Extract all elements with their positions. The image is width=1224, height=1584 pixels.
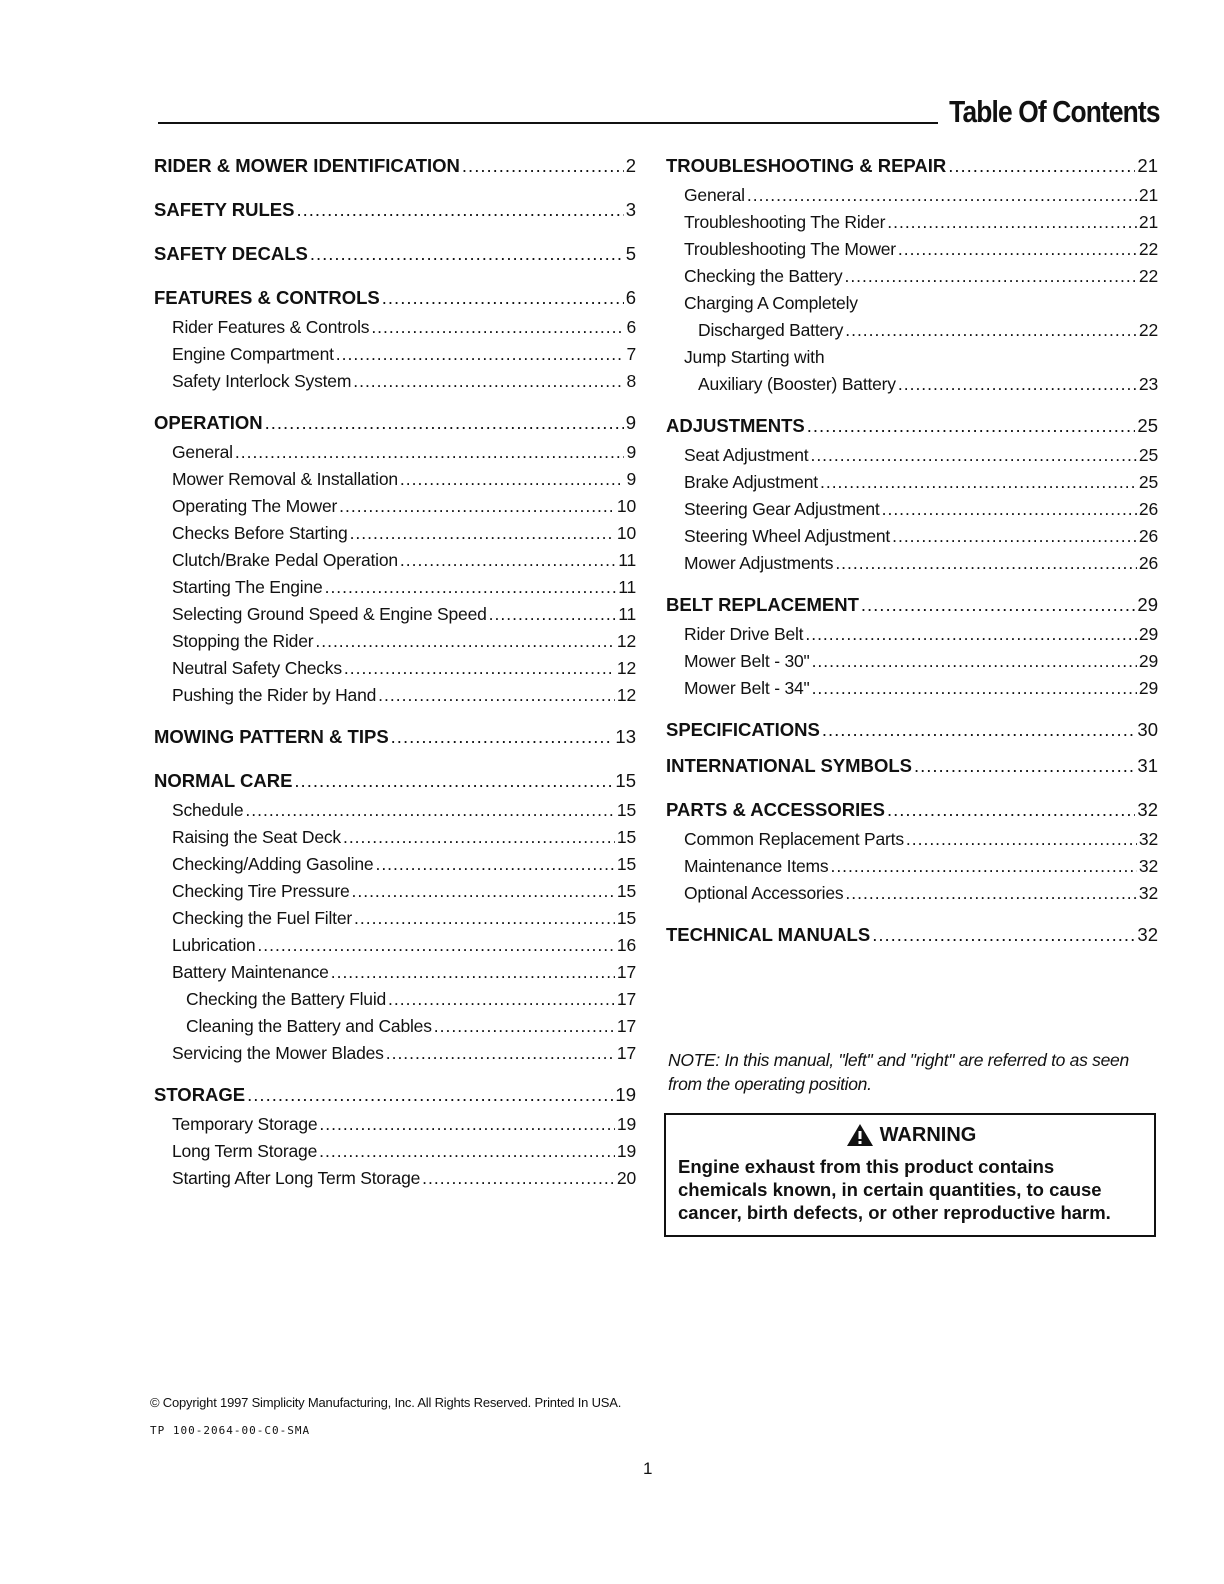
toc-entry-page: 21 (1138, 185, 1158, 205)
leader-dots (948, 150, 1135, 182)
toc-entry-page: 32 (1137, 924, 1158, 945)
leader-dots (822, 714, 1136, 746)
toc-entry-label: Common Replacement Parts (684, 829, 904, 849)
toc-heading-entry (666, 589, 1158, 621)
toc-heading-entry (154, 282, 636, 314)
toc-entry-page: 25 (1138, 445, 1158, 465)
toc-entry-page: 26 (1138, 499, 1158, 519)
header-rule (158, 122, 938, 124)
leader-dots (434, 1013, 615, 1040)
toc-entry-label: Optional Accessories (684, 883, 844, 903)
leader-dots (339, 493, 615, 520)
toc-entry-page: 16 (616, 935, 636, 955)
toc-entry-label: Selecting Ground Speed & Engine Speed (172, 604, 487, 624)
toc-entry-page: 26 (1138, 526, 1158, 546)
toc-entry-page: 15 (616, 908, 636, 928)
leader-dots (344, 655, 615, 682)
toc-section (666, 919, 1158, 951)
toc-entry-label: Starting The Engine (172, 577, 323, 597)
leader-dots (375, 851, 614, 878)
toc-entry-label: Lubrication (172, 935, 256, 955)
leader-dots (812, 648, 1137, 675)
toc-entry-label: Troubleshooting The Rider (684, 212, 886, 232)
warning-text: Engine exhaust from this product contains chemicals known, in certain quantities, to cause cancer, birth defects, or other reproductive harm. (678, 1156, 1111, 1223)
page-title: Table Of Contents (949, 94, 1160, 129)
toc-section (666, 794, 1158, 907)
toc-entry-page: 19 (615, 1084, 636, 1105)
toc-entry-label: Starting After Long Term Storage (172, 1168, 421, 1188)
toc-heading-entry (154, 407, 636, 439)
toc-entry-label: Cleaning the Battery and Cables (186, 1016, 432, 1036)
toc-entry-label: SPECIFICATIONS (666, 719, 820, 740)
leader-dots (845, 880, 1137, 907)
toc-heading-entry (154, 765, 636, 797)
leader-dots (906, 826, 1137, 853)
toc-entry-label: Long Term Storage (172, 1141, 318, 1161)
toc-entry-label: Servicing the Mower Blades (172, 1043, 384, 1063)
toc-entry-page: 20 (616, 1168, 636, 1188)
leader-dots (353, 368, 624, 395)
toc-entry (666, 236, 1158, 263)
toc-entry-label: SAFETY RULES (154, 199, 295, 220)
toc-entry-page: 9 (625, 412, 636, 433)
toc-entry-page: 11 (618, 550, 636, 570)
toc-entry (154, 601, 636, 628)
toc-entry (154, 1138, 636, 1165)
toc-section (666, 410, 1158, 577)
toc-entry-page: 12 (616, 685, 636, 705)
note-text: NOTE: In this manual, "left" and "right" are referred to as seen from the operating position. (668, 1050, 1129, 1094)
toc-entry-page: 22 (1138, 239, 1158, 259)
toc-entry (666, 344, 1158, 371)
leader-dots (830, 853, 1136, 880)
toc-entry-label: ADJUSTMENTS (666, 415, 805, 436)
toc-entry-page: 9 (626, 442, 636, 462)
leader-dots (914, 750, 1135, 782)
leader-dots (882, 496, 1137, 523)
toc-entry-page: 26 (1138, 553, 1158, 573)
toc-entry (666, 648, 1158, 675)
toc-entry-page: 17 (616, 1016, 636, 1036)
toc-entry (666, 826, 1158, 853)
toc-entry-page: 7 (626, 344, 636, 364)
toc-entry-page: 11 (618, 604, 636, 624)
leader-dots (400, 547, 616, 574)
toc-entry (154, 986, 636, 1013)
toc-entry-label: NORMAL CARE (154, 770, 293, 791)
leader-dots (265, 407, 624, 439)
toc-heading-entry (666, 150, 1158, 182)
warning-heading-text: WARNING (879, 1123, 977, 1146)
toc-section (154, 721, 636, 753)
toc-entry-label: General (172, 442, 233, 462)
toc-entry-label: Maintenance Items (684, 856, 829, 876)
toc-entry-label: Steering Wheel Adjustment (684, 526, 891, 546)
toc-entry (666, 550, 1158, 577)
toc-entry-label: Auxiliary (Booster) Battery (698, 374, 896, 394)
copyright-line: © Copyright 1997 Simplicity Manufacturing, Inc. All Rights Reserved. Printed In USA. (150, 1395, 622, 1410)
toc-entry-page: 11 (618, 577, 636, 597)
toc-entry-page: 17 (616, 962, 636, 982)
toc-entry (154, 682, 636, 709)
toc-entry (154, 655, 636, 682)
leader-dots (489, 601, 617, 628)
toc-entry (154, 1165, 636, 1192)
toc-entry-label: Brake Adjustment (684, 472, 818, 492)
toc-entry (154, 1040, 636, 1067)
toc-entry-page: 17 (616, 1043, 636, 1063)
toc-entry (666, 442, 1158, 469)
toc-entry-label: SAFETY DECALS (154, 243, 308, 264)
toc-entry-label: BELT REPLACEMENT (666, 594, 859, 615)
toc-entry-page: 32 (1138, 829, 1158, 849)
toc-heading-entry (666, 410, 1158, 442)
toc-entry-label: Operating The Mower (172, 496, 338, 516)
toc-entry-label: Seat Adjustment (684, 445, 809, 465)
toc-section (154, 407, 636, 709)
toc-entry (154, 878, 636, 905)
toc-entry-label: Neutral Safety Checks (172, 658, 342, 678)
toc-entry (154, 547, 636, 574)
toc-entry (666, 182, 1158, 209)
toc-entry-label: TROUBLESHOOTING & REPAIR (666, 155, 947, 176)
toc-entry-label: Troubleshooting The Mower (684, 239, 896, 259)
leader-dots (400, 466, 625, 493)
toc-entry-label: Checks Before Starting (172, 523, 348, 543)
toc-entry (154, 797, 636, 824)
leader-dots (820, 469, 1137, 496)
toc-entry-label: Checking Tire Pressure (172, 881, 350, 901)
toc-entry-page: 29 (1137, 594, 1158, 615)
toc-entry-page: 25 (1138, 472, 1158, 492)
leader-dots (422, 1165, 615, 1192)
toc-entry-label: Charging A Completely (684, 293, 858, 313)
toc-heading-entry (666, 794, 1158, 826)
toc-entry-page: 15 (616, 881, 636, 901)
toc-entry-label: Pushing the Rider by Hand (172, 685, 377, 705)
leader-dots (257, 932, 615, 959)
toc-entry (666, 209, 1158, 236)
toc-entry-label: Temporary Storage (172, 1114, 318, 1134)
toc-entry-page: 12 (616, 631, 636, 651)
toc-entry (666, 675, 1158, 702)
toc-entry (666, 290, 1158, 317)
toc-entry-label: Schedule (172, 800, 244, 820)
toc-entry-page: 10 (616, 496, 636, 516)
leader-dots (747, 182, 1137, 209)
toc-entry-label: Rider Drive Belt (684, 624, 804, 644)
leader-dots (835, 550, 1137, 577)
leader-dots (245, 797, 615, 824)
leader-dots (388, 986, 615, 1013)
toc-entry-label: Mower Belt - 30" (684, 651, 810, 671)
leader-dots (343, 824, 615, 851)
toc-entry-page: 15 (616, 800, 636, 820)
toc-entry (666, 263, 1158, 290)
leader-dots (319, 1138, 615, 1165)
toc-entry (154, 493, 636, 520)
toc-entry-label: Jump Starting with (684, 347, 825, 367)
toc-entry (666, 621, 1158, 648)
leader-dots (887, 794, 1135, 826)
toc-section (154, 194, 636, 226)
toc-entry-page: 23 (1138, 374, 1158, 394)
toc-entry-page: 22 (1138, 266, 1158, 286)
toc-entry-label: Clutch/Brake Pedal Operation (172, 550, 398, 570)
toc-entry-page: 19 (616, 1141, 636, 1161)
leader-dots (378, 682, 615, 709)
document-code: TP 100-2064-00-C0-SMA (150, 1424, 311, 1437)
toc-entry (154, 574, 636, 601)
leader-dots (319, 1111, 615, 1138)
toc-section (666, 750, 1158, 782)
leader-dots (351, 878, 614, 905)
leader-dots (310, 238, 624, 270)
toc-heading-entry (154, 1079, 636, 1111)
toc-entry-page: 15 (616, 854, 636, 874)
warning-triangle-icon (846, 1123, 874, 1147)
toc-entry (666, 469, 1158, 496)
toc-heading-entry (154, 150, 636, 182)
toc-entry (154, 932, 636, 959)
leader-dots (331, 959, 615, 986)
toc-entry-page: 17 (616, 989, 636, 1009)
leader-dots (872, 919, 1135, 951)
toc-entry-page: 9 (626, 469, 636, 489)
toc-entry-label: INTERNATIONAL SYMBOLS (666, 755, 912, 776)
toc-entry-label: General (684, 185, 745, 205)
toc-entry-label: Battery Maintenance (172, 962, 329, 982)
toc-entry-label: Discharged Battery (698, 320, 844, 340)
toc-heading-entry (666, 714, 1158, 746)
leader-dots (371, 314, 624, 341)
toc-entry-label: Raising the Seat Deck (172, 827, 341, 847)
toc-entry-label: OPERATION (154, 412, 263, 433)
leader-dots (462, 150, 624, 182)
toc-entry (154, 368, 636, 395)
toc-entry-page: 29 (1138, 651, 1158, 671)
leader-dots (861, 589, 1136, 621)
leader-dots (350, 520, 615, 547)
leader-dots (805, 621, 1137, 648)
toc-entry (666, 853, 1158, 880)
toc-entry-label: FEATURES & CONTROLS (154, 287, 380, 308)
toc-entry (154, 628, 636, 655)
toc-entry-label: Mower Removal & Installation (172, 469, 398, 489)
toc-entry-page: 6 (626, 317, 636, 337)
leader-dots (812, 675, 1137, 702)
toc-entry (666, 317, 1158, 344)
toc-entry-label: Stopping the Rider (172, 631, 314, 651)
toc-entry-page: 3 (625, 199, 636, 220)
leader-dots (844, 263, 1136, 290)
toc-section (154, 238, 636, 270)
leader-dots (892, 523, 1137, 550)
toc-entry (154, 824, 636, 851)
leader-dots (887, 209, 1137, 236)
leader-dots (386, 1040, 615, 1067)
leader-dots (898, 236, 1137, 263)
leader-dots (807, 410, 1136, 442)
leader-dots (294, 765, 613, 797)
toc-entry-page: 8 (626, 371, 636, 391)
toc-section (154, 1079, 636, 1192)
leader-dots (247, 1079, 613, 1111)
toc-entry (666, 371, 1158, 398)
leader-dots (898, 371, 1137, 398)
toc-entry-page: 15 (615, 770, 636, 791)
toc-heading-entry (154, 194, 636, 226)
toc-heading-entry (666, 919, 1158, 951)
toc-entry (154, 851, 636, 878)
toc-entry-page: 25 (1137, 415, 1158, 436)
toc-entry-page: 30 (1137, 719, 1158, 740)
toc-entry (666, 523, 1158, 550)
toc-entry-page: 21 (1138, 212, 1158, 232)
leader-dots (336, 341, 625, 368)
toc-entry-page: 2 (625, 155, 636, 176)
toc-entry-label: TECHNICAL MANUALS (666, 924, 871, 945)
toc-entry (154, 959, 636, 986)
toc-entry (154, 1111, 636, 1138)
leader-dots (810, 442, 1136, 469)
toc-entry-page: 6 (625, 287, 636, 308)
toc-entry-label: Checking/Adding Gasoline (172, 854, 374, 874)
toc-left-column (154, 150, 636, 1192)
toc-entry (154, 466, 636, 493)
toc-entry-label: Safety Interlock System (172, 371, 352, 391)
toc-entry-label: Engine Compartment (172, 344, 334, 364)
toc-entry-label: Checking the Battery Fluid (186, 989, 387, 1009)
toc-entry-label: Steering Gear Adjustment (684, 499, 880, 519)
leader-dots (391, 721, 614, 753)
leader-dots (354, 905, 615, 932)
toc-entry (154, 1013, 636, 1040)
toc-section (154, 765, 636, 1067)
toc-entry-page: 21 (1137, 155, 1158, 176)
toc-entry-label: Checking the Battery (684, 266, 843, 286)
toc-entry-page: 31 (1137, 755, 1158, 776)
leader-dots (296, 194, 623, 226)
toc-entry-label: PARTS & ACCESSORIES (666, 799, 885, 820)
toc-heading-entry (154, 721, 636, 753)
toc-entry-label: Mower Adjustments (684, 553, 834, 573)
toc-entry-page: 5 (625, 243, 636, 264)
toc-entry-page: 32 (1138, 856, 1158, 876)
toc-entry-label: Rider Features & Controls (172, 317, 370, 337)
page-number: 1 (643, 1459, 653, 1478)
leader-dots (382, 282, 624, 314)
toc-entry-label: Mower Belt - 34" (684, 678, 810, 698)
toc-entry (154, 341, 636, 368)
toc-entry (666, 880, 1158, 907)
toc-entry-page: 32 (1137, 799, 1158, 820)
leader-dots (315, 628, 615, 655)
toc-entry-label: MOWING PATTERN & TIPS (154, 726, 389, 747)
toc-heading-entry (666, 750, 1158, 782)
toc-entry (154, 905, 636, 932)
toc-section (154, 282, 636, 395)
toc-entry-page: 13 (615, 726, 636, 747)
toc-entry-page: 22 (1138, 320, 1158, 340)
toc-entry (154, 314, 636, 341)
toc-entry-page: 15 (616, 827, 636, 847)
toc-entry-label: STORAGE (154, 1084, 246, 1105)
leader-dots (235, 439, 625, 466)
toc-right-column (666, 150, 1158, 951)
toc-entry (154, 520, 636, 547)
leader-dots (845, 317, 1137, 344)
toc-entry-page: 29 (1138, 678, 1158, 698)
toc-entry-label: RIDER & MOWER IDENTIFICATION (154, 155, 460, 176)
toc-entry-page: 29 (1138, 624, 1158, 644)
toc-section (154, 150, 636, 182)
toc-section (666, 589, 1158, 702)
toc-entry (666, 496, 1158, 523)
toc-entry-page: 10 (616, 523, 636, 543)
toc-section (666, 714, 1158, 746)
toc-entry-page: 32 (1138, 883, 1158, 903)
toc-entry-page: 19 (616, 1114, 636, 1134)
warning-box (664, 1113, 1156, 1237)
toc-section (666, 150, 1158, 398)
leader-dots (325, 574, 617, 601)
toc-entry-label: Checking the Fuel Filter (172, 908, 353, 928)
warning-heading (678, 1123, 1144, 1147)
toc-entry (154, 439, 636, 466)
toc-entry-page: 12 (616, 658, 636, 678)
toc-heading-entry (154, 238, 636, 270)
